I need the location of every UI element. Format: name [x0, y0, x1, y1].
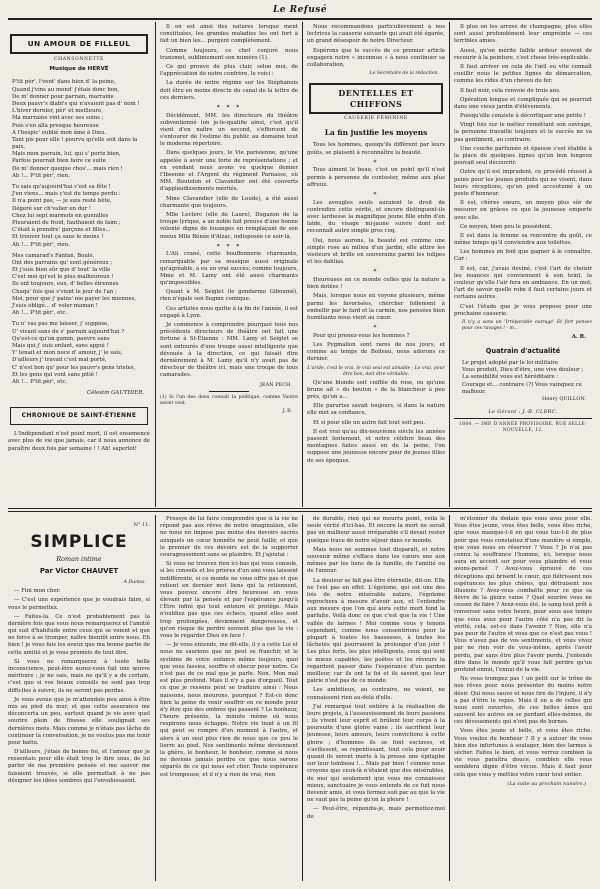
verse-line: Et j'suis bien sûr que d' tout' la ville: [12, 267, 111, 274]
song-stanza: [8, 253, 150, 318]
verse-line: Le projet adopté par le loi militaire: [462, 360, 559, 367]
footnote-signature: J. R.: [282, 408, 292, 414]
song-subtitle: CHANSONNETTE: [54, 56, 104, 62]
paragraph: Les Pygmalion sont rares de nos jours, et comme au temps de Boileau, nous adorons ce dernier.: [307, 341, 445, 363]
column-divider: [449, 22, 450, 507]
causerie-subtitle: CAUSERIE FÉMININE: [344, 116, 408, 122]
column-divider: [449, 515, 450, 881]
paragraph: Il est, chères sœurs, un moyen plus sûr de mesurer en grâces ce que la jeunesse emporte avec elle.: [454, 200, 592, 221]
causerie-title: DENTELLES ET CHIFFONS: [309, 83, 443, 114]
publisher-line: Le Gérant : J.-B. CLERC.: [488, 408, 558, 415]
paragraph: Ce moyen, bien peu le possèdent.: [460, 223, 552, 230]
editor-note-signature: Le Secrétaire de la rédaction.: [369, 71, 439, 77]
serial-column-1: [8, 516, 150, 882]
verse-line: Deux pauvr's diabl's qui n'avaient pas d' nom !: [12, 100, 140, 107]
serial-number: N° 11.: [133, 522, 150, 528]
editor-note: [307, 24, 445, 69]
serial-genre: Roman intime: [56, 555, 102, 564]
paragraph: Il en est ainsi des natures lorsque ment constituées, les grandes maladies les ont fort à fait un bien les... purgent complètement.: [160, 24, 298, 45]
paragraph: Espérons que le succès de ce premier article engagera notre « inconnue » à nous continuer sa collaboration,: [307, 47, 445, 68]
paragraph: La douleur se fait pas être éternelle, dit-on. Elle ne l'est pas en effet. L'égoïsme, qui est une des lois de notre misérable nature, l'égoïsme reprochera à mesure d'avoir aux, et l'entendre aux mesure que l'on qui aura cette mort fond la parfaite. Voilà donc ce que c'est que la vie ! Une vallée de larmes ! Moi comme vous y tenons cependant, comme nous consentirions pour la plupart à toutes les bassesses, à toutes les lâchetés qui pourraient la prolonger d'un jour ! Les plus forts, les plus intelligents, ceux qui sont le mieux capables, les poètes et les rêveurs la regardent passer dans l'espérance d'un pardon meilleur, car ils ont la foi et ils savent que leur patrie n'est pas de ce monde.: [307, 577, 445, 685]
quatrain-title: Quatrain d'actualité: [485, 347, 561, 356]
column-divider: [302, 22, 303, 507]
paragraph: Une couche parfumée et épaisse s'est établie à la place de quelques lignes qu'un bon longeux pouvait seul découvrir.: [454, 145, 592, 167]
verse-line: Pleuraient de froid, fauthaient de faim ;: [12, 219, 121, 226]
paragraph: Qu'une blonde soit coiffée de rose, ou qu'une brune ait « du bouton » de la blancheur à peu près, qu'on a...: [307, 379, 445, 401]
ornament: ✶: [372, 191, 380, 198]
paragraph: Outre qu'il est imprudent, ce procédé réussit à peine pour les jeunes produits qui ne visent, dans leurs réceptions, qu'un pied accoutumé à un poste d'honneur.: [454, 169, 592, 197]
paragraph: Je commence à comprendre pourquoi tous nos précédents directeurs de théâtre ont fait une fortune à St-Étienne : MM. Lamy et Seiglet se sont entourés d'une troupe aussi intelligente que dévouée à la direction, ce qui faisait dire dernièrement à M. Lamy qu'il n'y avait pas de directeur de théâtre ici, mais une troupe de tous camarades.: [160, 322, 298, 379]
printer-line: 1884. — IMP. D'ANNÉE PROVISOIRE, RUE SELLE-NOUVELLE, 12.: [459, 421, 587, 433]
paragraph: Si vous ne remarquerez à toute belle inconscience, peut-être aurez-vous fait une œuvre méritoire ; je ne sais, mais ne qu'il y a de certain, c'est que si vos beaux conseils ne sont pas trop difficiles à suivre, ils ne seront pas perdus.: [8, 658, 150, 694]
verse-line: Quand j'vins au mond' j'étais donc bon,: [12, 86, 120, 93]
quoted-verse: L'aride, c'est le vrai, le vrai seul est aimable ; Le vrai, pour être bon, doit être véritable.: [307, 365, 445, 377]
paragraph: Mais nous ne sommes tout disparait, et notre souvenir même s'efface dans les cœurs une aux mêmes par les liens de la famille, de l'amitié ou de l'amour.: [307, 546, 445, 575]
paragraph: Les aveugles seuls auraient le droit de contredire cette vérité, et encore distinguent-ils avec lardiesse la magnifique jeune fille enfin d'en laide, du visage mi-jaune suivre dont est reconnaît autre simple gros coq.: [307, 199, 445, 235]
paragraph: de durable, rien qui ne mourra point, voilà le seule vérité d'ici-bas. Et encore la mort ne serait pas un malheur aussi irréparable s'il devait rester quelque trace de notre séjour dans ce monde.: [307, 516, 445, 544]
chronicle-text: L'Indépendant n'est point mort, il est ensemencé avec plus de vie que jamais, car il nous annonce de paraître deux fois par semaine ! ! Ah! saperlot!: [8, 431, 150, 452]
serial-text-4: [454, 516, 592, 779]
chronicle-title: CHRONIQUE DE SAINT-ÉTIENNE: [10, 407, 148, 425]
paragraph: Dans quelques jours, le Vie parisienne, qu'une appelée à avoir une forte de représentations ; et en vendant nous avons vu quelque demier l'Ibsenne et l'Argent du régiment Parnasse, où MM. Boutelon et Clavandier ont été couverts d'applaudissements mérités.: [160, 150, 298, 193]
verse-line: Ont des parrains qu' sont généreux ;: [12, 259, 113, 266]
verse-line: P'tit pèr', l'vent' dans bien d' la peine,: [12, 79, 116, 86]
verse-line: La sensibilité vous est héréditaire :: [462, 374, 559, 381]
verse-line: Vous produit, Dieu d'être, une vive douleur ;: [462, 367, 584, 374]
paragraph: Il plus on les arrose de champagne, plus elles sont aussi profondément leur empreinte — ces terribles amies.: [454, 24, 592, 45]
column-divider: [155, 22, 156, 507]
verse-line: Mes camarad's Fanfan, Boule,: [12, 252, 95, 259]
serial-dedication: A Dumas.: [123, 580, 146, 586]
paragraph: Il est dans la femme sa rencontre du goût, ce même temps qu'il conviendra aux toilettes.: [454, 232, 592, 247]
paragraph: — Faites-la. Ce n'est probablement pas la dernière fois que vous nous remarquerez et l'amitié qui suit d'habitude entre ceux qui se voient et que ne force à se tromper, naître bientôt entre nous. Eh bien ! je vous fais les aveux que ma bonne partie de cette amitié et je vous promets de tout dire.: [8, 613, 150, 656]
paragraph: Ne vous trompez pas ! un petit sur le trône de nos rêves pour nous présenter du moins notre désir. Qui nous sauve et nous tire de l'injure, il n'y a pas d'être le repos. Mais il en a de celles qui nous sont ouvertes, de ces belles âmes qui sauvent les autres en se perdant elles-mêmes, de ces dévouements qui n'ont pas de bornes.: [454, 676, 592, 726]
verse-line: C' n'est bon qu' pour les pauvr's gens tristes,: [12, 364, 136, 371]
paragraph: Mlle Leclerc (elle de Laure), Dugazon de la troupe lyrique, a un noble fait preuve d'une bonne volonté digne de louanges en remplaçant de son mieux Mlle Rénée d'Alzac, indisposée ce soir-là.: [160, 211, 298, 240]
song-stanza: [8, 79, 150, 180]
verse-line: Qu'est-ce qu'un gamin, pauvre sans: [12, 335, 110, 342]
ornament: ✶: [372, 158, 380, 165]
verse-line: L'hiver dernier, pèr' et meilleure,: [12, 108, 103, 115]
paragraph: Il faut noir, cela renvoie de trois ans.: [460, 87, 561, 94]
verse-line: Courage et... contraire (?) Vous vainquez ce malheur.: [462, 381, 582, 395]
column-4: [454, 24, 592, 504]
serial-continued: (La suite au prochain numéro.): [507, 780, 586, 787]
paragraph: D'ailleurs, j'étais de bonne foi, et l'amour que je ressentais pour elle était trop le dire sous, de lui parler de ma première pensée et me sauver me faisaient trouvés, si elle permettait à ne pas désigner les idées sombres qui l'envahissaient.: [8, 749, 150, 784]
verse-line: Parfois pourrait bien faire ce suite: [12, 158, 106, 165]
ornament: ✶ ✶ ✶: [216, 242, 242, 249]
paragraph: Elle parurtes savait toujours, si dans la nature elle met sa confiance,: [307, 403, 445, 417]
column-divider: [155, 515, 156, 881]
serial-separator-thin: [8, 511, 592, 512]
verse-line: Tant pis pour elle ! pourvu qu'elle soit dans la paix,: [12, 136, 138, 151]
verse-line: De m' donner queque chos'... mais rien !: [12, 165, 123, 172]
paragraph: L'Ali crané, cette bouffonnerie charmante, remarquable par sa musique aussi originale qu'agréable, a eu un vrai succès; comme toujours, Mme et M. Lamy ont été aussi charmants qu'impossibles.: [160, 251, 298, 287]
serial-column-3: [307, 516, 445, 882]
song-stanza: [8, 321, 150, 386]
paragraph: Aussi, qu'on mérite faible ardeur souvent de recourir à la peinture, c'est chose très-explicable.: [454, 47, 592, 61]
paragraph: Mais, lorsque nous en voyons plusieurs, même parmi les favorisées, chercher follement à embellir par le fard et la carmin, nos pensées bien humiliante nous vient au cœur.: [307, 293, 445, 321]
paragraph: Vingt fois sur le métier reméttant son ouvrage, la personne travaille toujours et le succès ne va pas gentiment, au contraire.: [454, 122, 592, 143]
paragraph: — Fini mon cher.: [14, 588, 61, 595]
paragraph: Je vous avoue que je m'attendais peu ainsi à être mis au pied du mur, et que cette assurance me déconcerta un peu, surtout quand je vis avec quel sourire plein de finesse elle soulignait ses dernières mots. Mais comme je n'étais pas lâche de continuer la conversation, je ne voulus pas me tenir pour battu.: [8, 696, 150, 746]
verse-line: Mais qui j' suis enfant, sans appui !: [12, 342, 109, 349]
paragraph: — Je vous entends, me dit-elle, il y a cette Loi et nous ne saurions que ne peut se franchir, et le système de votre enfance même toujours, quoi que vous fassiez, souffre et obscur pour notre. Ce n'est pas de ce mal que je parle. Non. Mon mal est plus profond. Mais il n'y a pas d'orgueil. Tout ce que je ressens peut se traduire ainsi : Nous naissons, nous mourons, pourquoi ? Est-ce donc bien la peine de venir souffrir en ce monde pour n'y être que des ombres qui passent ? Le bonheur, l'heure présente, la minute même où nous respirons nous échappe. Notre vie tient à un fil qui peut se rompre d'un moment à l'autre, et alors à un seul plus rien de nous que ce peu le lierre au pied. Nos sentiments même deviennent la ghère, le bonheur, le bonheur, comme si nous ne devions jamais perdre ce que nous serons séparés de ce qui nous est cher. Toute espérance est trompeuse, et il n'y a rien de vrai, rien: [160, 642, 298, 778]
serial-column-2: [160, 516, 298, 882]
top-rule: [8, 18, 592, 20]
paragraph: Pour qui prenez-vous les hommes ?: [313, 332, 410, 339]
verse-line: Puis s'en alla presque heureuse: [12, 122, 99, 129]
paragraph: Les ambitieux, au contraire, ne voient, ne connaissent rien au-delà d'elle.: [307, 687, 445, 701]
paragraph: J'ai remarqué tout entière à la réalisation de leurs projets, à l'assouvissement de leurs passions ; ils vivent leur esprit et brûlent leur corps à la poursuite d'une gloire vaine ; ils sacrifient leur jeunesse, leurs amours, leurs convictions à cette gloire ; d'hommes ils se font esclaves, et s'avilissent, se repentissant, tout cela pour avoir quand ils seront morts à la presse une épitaphe sur leur tombeau !... Mais par bien ! comme nous croyons que ceux-là n'étaient que des misérables, de moi qui seulement que vous me connaissez mieux, sanctuaire je vous entends de ce fuit nous devenir amis, et vous fermez soit par au que la vie ne vaut pas la peine qu'on la pleure !: [307, 703, 445, 804]
serial-text-2: [160, 516, 298, 779]
verse-line: D'ailleurs j' travail c'est mal porté,: [12, 357, 107, 364]
paragraph: Mme Clavandier (elle de Loude), a été aussi charmante que toujours.: [160, 195, 298, 209]
serial-author: Par Victor CHAUVET: [39, 566, 119, 575]
footnote-rule: [209, 391, 249, 392]
paragraph: Vous êtes jeune et belle, et vous êtes riche. Vous voulez du bonheur ? Il y a autour de vous bien des infortunes à soulager, bien des larmes à sécher. Faites le bien, et vous verrez combien la vie vous paraîtra douce, combien elle vous semblera digne d'être vécue. Mais il faut pour cela que vous y mettiez votre cœur tout entier.: [454, 728, 592, 778]
verse-line: Chez lui sept marmots en guenilles: [12, 212, 109, 219]
paragraph: Si vous ne trouvez rien ici-bas qui vous console, si les conseils et les prières d'un ami vous laissent indifférente, si ce monde ne vous offre pas et que retient en dernier mot liens qui la retiennent, vous pouvez encore être heureuse en vous élevant par la pensée et par l'espérance jusqu'à l'Être infini qui tout entoure et protège. Mais n'oubliez pas que ces échecs, quand elles sont trop prolongées, deviennent dangereuses, et qu'on risque de perdre souvent plus que la vie : vous le regarder Dieu en face !: [160, 561, 298, 639]
verse-line: Ah !... P'tit pèr', rien.: [12, 241, 70, 248]
song-title: UN AMOUR DE FILLEUL: [10, 34, 148, 54]
verse-line: Ah !... P'tit pèr', rien.: [12, 172, 70, 179]
song-author: Célestin GAUTHIER.: [87, 390, 144, 397]
column-3: [307, 24, 445, 504]
causerie-headline: La fin justifie les moyens: [324, 127, 428, 137]
masthead: Le Refusé: [272, 5, 328, 15]
paragraph: Comme toujours, ce chef conjuré nous transmet, sublimement son numéro (1).: [160, 47, 298, 61]
verse-line: Il n'a point pas, — je suis resté bête,: [12, 198, 112, 205]
footnote: (1) Si l'un des deux connaît la politique, comme Vautre serait veut.: [160, 394, 298, 406]
paragraph: Ces artistes nous quitte à la fin de l'année, il est engagé à Lyon.: [160, 305, 298, 319]
verse-line: Et les gens qui vont sans pitié !: [12, 371, 98, 378]
serial-separator: [8, 508, 592, 509]
paragraph: Les hommes en font que gagner à le connaître. Car :: [454, 249, 592, 263]
song-verse: [8, 79, 150, 386]
serial-title: SIMPLICE: [30, 531, 128, 552]
song-stanza: [8, 184, 150, 249]
paragraph: — C'est une expérience que je voudrais faire, si vous le permettez.: [8, 597, 150, 611]
column-1: [8, 24, 150, 504]
paragraph: Puisqu'elle consiste à décortiquer une petite !: [460, 113, 586, 120]
column-2: [160, 24, 298, 504]
causerie-body: [307, 142, 445, 464]
review-signature: JEAN PECH.: [259, 381, 292, 388]
paragraph: Et si pour elle un autre fait tout soit peu.: [313, 419, 426, 426]
causerie-signature: A. R.: [571, 334, 586, 341]
causerie-continued: [454, 24, 592, 318]
ornament: ✶: [372, 268, 380, 275]
quatrain: [454, 360, 592, 396]
paragraph: Nous recommandons particulièrement à nos lectrices la causerie suivante qui avait été égarée, un grand désespoir de notre Directeur.: [307, 24, 445, 45]
paragraph: C'est l'étude que je vous propose pour une prochaine causerie.: [454, 303, 592, 317]
paragraph: La durée de notre régime sur les Stéphanois doit être en moins directe du canal de la lettre de ces derniers.: [160, 80, 298, 101]
verse-line: Y' tenait et mon noce d' amour, j' le sais,: [12, 350, 123, 357]
paragraph: Il est vrai qu'au dix-neuvième siècle les années passent lentement, et notre célèbre beau des montagnes faites aussi en de la peine, l'on suppose une jeunesse encore pour de jeunes filles de ses époques.: [307, 428, 445, 464]
verse-line: Ma marraine vint avec ses soins ;: [12, 115, 104, 122]
paragraph: Tous les hommes, quoiqu'ils diffèrent par leurs goûts, se plaisent à reconnaître la beauté.: [307, 142, 445, 156]
verse-line: A l'hospic' oublié mon âme à Dieu.: [12, 129, 107, 136]
verse-line: Dégeré sur ch'valier en dur !: [12, 205, 92, 212]
verse-line: C'était à prendre' garçons et filles...: [12, 227, 111, 234]
paragraph: m'étonner du dédain que vous avez pour elle. Vous êtes jeune, vous êtes belle, vous êtes riche, que vous manque-t-il en qui vous tue-t-il de plus pour que vous constatiez d'une manière si simple, que vous nous en réserver ? Vous ? Je n'ai pas connu la souffrance l'homme, ici, lorsque nous aura en accent sur pour vous plaindre et vous avons-pensé ? Avez-vous éprouvé de ces déceptions qui brisent le cœur, qui flétrissent nos espérances les plus chères, qui détruisent nos illusions ? Avez-vous combattu pour ce que sa fièvre de la gloire vaine ? Quel sourire vous ne cessez de faire ? Avez-vous été, le sang tout prêt à renverser sans votre heure, pour sous aux temps que vous avez pour l'autre côté n'a pas dit la vérité, cela, est-ce dans l'avenir ? Non, elle n'a pas peur de l'autre et vous que ce n'est pas vous ! Vous n'avez pas de vos sentiments, et vous vivez par ne rien voir de vous-même, après l'avoir perdu, par sans être plus l'avoir perdu. J'entends dire dans le monde qu'il vous fait perdre qu'un profond ennui, l'ennui de la vie.: [454, 516, 592, 673]
paragraph: Ce qui prouve de plus clair, selon moi, de l'appréciation de notre confrère, le voici :: [160, 63, 298, 78]
song-music-credit: Musique de HERVÉ: [49, 65, 109, 72]
quatrain-signature: Henry QUILLON.: [541, 396, 586, 403]
paragraph: Frossyé de lui faire comprendre que si la vie ne répond pas aux rêves de notre imagination, elle ne nous en impose pas moins des devoirs sacrés auxquels un cœur honnête ne peut faillir, et que le premier de ces devoirs est de la supporter courageusement sans se plaindre. Et j'ajoutai :: [160, 516, 298, 558]
verse-line: Ah !... P'tit pèr', etc.: [12, 310, 68, 317]
ornament: ✶ ✶ ✶: [216, 103, 242, 110]
paragraph: Oui, nous aurons, la beauté est comme une simple rose au milieu d'un jardin, elle attire les visiteurs et brille en souveraine parmi les tulipes et les dahlias.: [307, 237, 445, 266]
verse-line: Chaqu' fois que s'vient le jour de l'an ;: [12, 288, 117, 295]
paragraph: Opération longue et compliquée qui se pourrait dans une vieux jardin d'élévements.: [454, 96, 592, 110]
serial-column-4: [454, 516, 592, 882]
quoted-verse: Il n'y a sans un 'Irréparable outrage' Et fort pensez pour ces ravages ! - m...: [462, 319, 592, 332]
footer-rule: [454, 418, 592, 419]
verse-line: Moi, pour que j' pains' me payer les miennes,: [12, 295, 137, 302]
verse-line: Et trouver tout ça sans le moins !: [12, 234, 104, 241]
verse-line: Mais mon parrain, lui, qui s' porte bien,: [12, 151, 121, 158]
column-2-intro: [160, 24, 298, 102]
verse-line: Ils ont toujours, eux, d' belles étrennes: [12, 281, 119, 288]
verse-line: Ah !... P'tit pèr', etc.: [12, 378, 68, 385]
verse-line: U' vivant sans de s' parrain aujourd'hui ?: [12, 328, 125, 335]
paragraph: Quant à M. Seiglet (le gendarme Giboumé), rien n'égale son flegme comique.: [160, 289, 298, 303]
paragraph: Heureuses en ce monde celles que la nature a bien dotées !: [307, 276, 445, 291]
paragraph: Décidément, MM. les directeurs du théâtre subventionné (on je-le-qualifie ainsi, c'est qu'il vient d'en naître un second, s'efforcent de s'entourer de l'estime du public au domaine tout le moderne répertoire.: [160, 112, 298, 148]
theatre-review: [160, 113, 298, 241]
paragraph: — Peut-être, répondis-je, mais permettez-moi de: [307, 806, 445, 820]
verse-line: Tu n' vas pas me laisser, j' suppose,: [12, 321, 110, 328]
verse-line: De m' donner pour parrain, marraine: [12, 93, 114, 100]
serial-text-1: [8, 588, 150, 785]
theatre-review-continued: [160, 251, 298, 379]
verse-line: J'en viens... mais c'est du temps perdu :: [12, 191, 121, 198]
ornament: ✶: [372, 324, 380, 331]
verse-line: Tu sais qu'aujourd'hui c'est sa fête !: [12, 184, 111, 191]
column-divider: [302, 515, 303, 881]
verse-line: C'est moi qu'est le plus malheureux !: [12, 274, 114, 281]
verse-line: J'suis obligé... d' voler maman !: [12, 303, 98, 310]
paragraph: Il est, car, j'avais deviné, c'est l'art de choisir les nuances qui conviennent à son teint, la couleur qu'elle l'air fera en ambiance. En un mot, l'art de savoir quelle robe il faut certains jours et certains autres.: [454, 265, 592, 301]
paragraph: Il faut arriver en cela de l'œil ou vite connaît cueillir nous le petites lignes de démarcation, comme les rides d'un cheveu du fer.: [454, 63, 592, 85]
serial-text-3: [307, 516, 445, 821]
paragraph: Tous aiment le beau, c'est un point qu'il n'est permis à personne de contester, même aux plus affreux.: [307, 167, 445, 188]
